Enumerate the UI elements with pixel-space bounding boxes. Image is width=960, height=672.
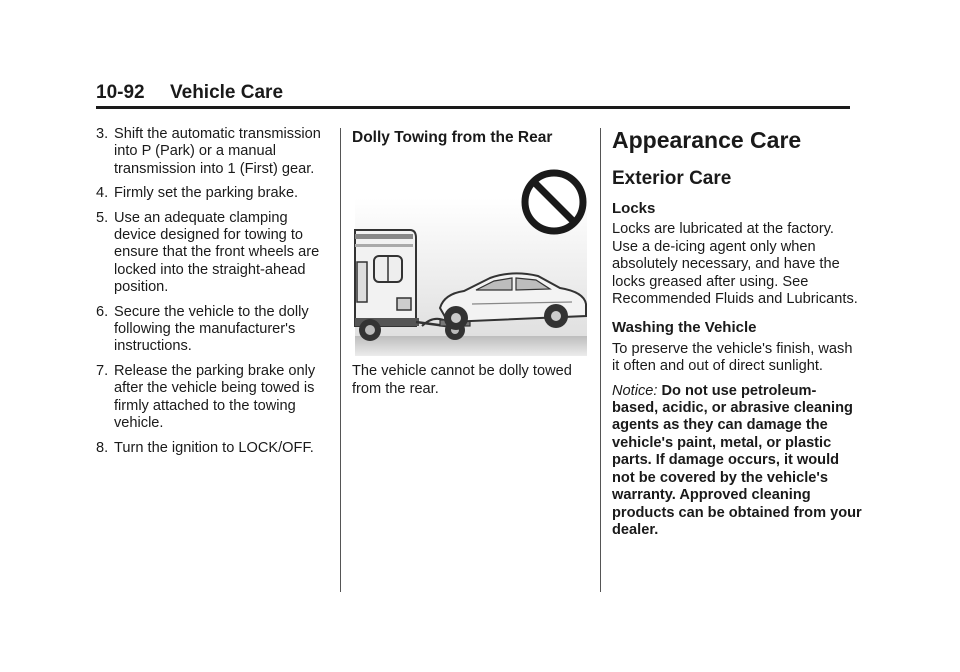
figure-caption: The vehicle cannot be dolly towed from the rear.: [352, 363, 572, 397]
notice-block: [612, 383, 862, 540]
column-steps: [96, 126, 331, 464]
dolly-towing-illustration: [352, 158, 587, 363]
locks-paragraph: Locks are lubricated at the factory. Use a de-icing agent only when absolutely necessary, and have the locks greased after using. See Recommended Fluids and Lubricants.: [612, 221, 858, 308]
notice-text: Do not use petroleum-based, acidic, or abrasive cleaning agents as they can damage the vehicle's paint, metal, or plastic parts. If damage occurs, it would not be covered by the vehicle's warranty. Approved cleaning products can be obtained from your dealer.: [612, 382, 862, 538]
column-appearance-care: [612, 126, 862, 546]
step-item: 6. Secure the vehicle to the dolly following the manufacturer's instructions.: [96, 303, 309, 355]
column-divider-1: [340, 128, 341, 592]
locks-heading: Locks: [612, 200, 656, 217]
page-number: 10-92: [96, 82, 145, 103]
column-divider-2: [600, 128, 601, 592]
dolly-towing-figure: [352, 158, 587, 363]
step-item: 7. Release the parking brake only after the vehicle being towed is firmly attached to the towing vehicle.: [96, 362, 316, 432]
step-item: 4. Firmly set the parking brake.: [96, 185, 299, 202]
column-dolly-towing: [352, 126, 587, 398]
appearance-care-heading: Appearance Care: [612, 127, 802, 153]
washing-paragraph: To preserve the vehicle's finish, wash it often and out of direct sunlight.: [612, 340, 853, 375]
prohibition-icon: [525, 173, 583, 231]
exterior-care-heading: Exterior Care: [612, 168, 732, 189]
notice-label: Notice:: [612, 382, 658, 399]
step-item: 8. Turn the ignition to LOCK/OFF.: [96, 439, 314, 456]
page-header: [96, 82, 850, 109]
section-title: Vehicle Care: [170, 82, 284, 103]
washing-heading: Washing the Vehicle: [612, 319, 757, 337]
step-item: 3. Shift the automatic transmission into P (Park) or a manual transmission into 1 (First) gear.: [96, 126, 321, 177]
step-item: 5. Use an adequate clamping device designed for towing to ensure that the front wheels are locked into the straight-ahead position.: [96, 209, 320, 296]
dolly-towing-heading: Dolly Towing from the Rear: [352, 129, 553, 146]
